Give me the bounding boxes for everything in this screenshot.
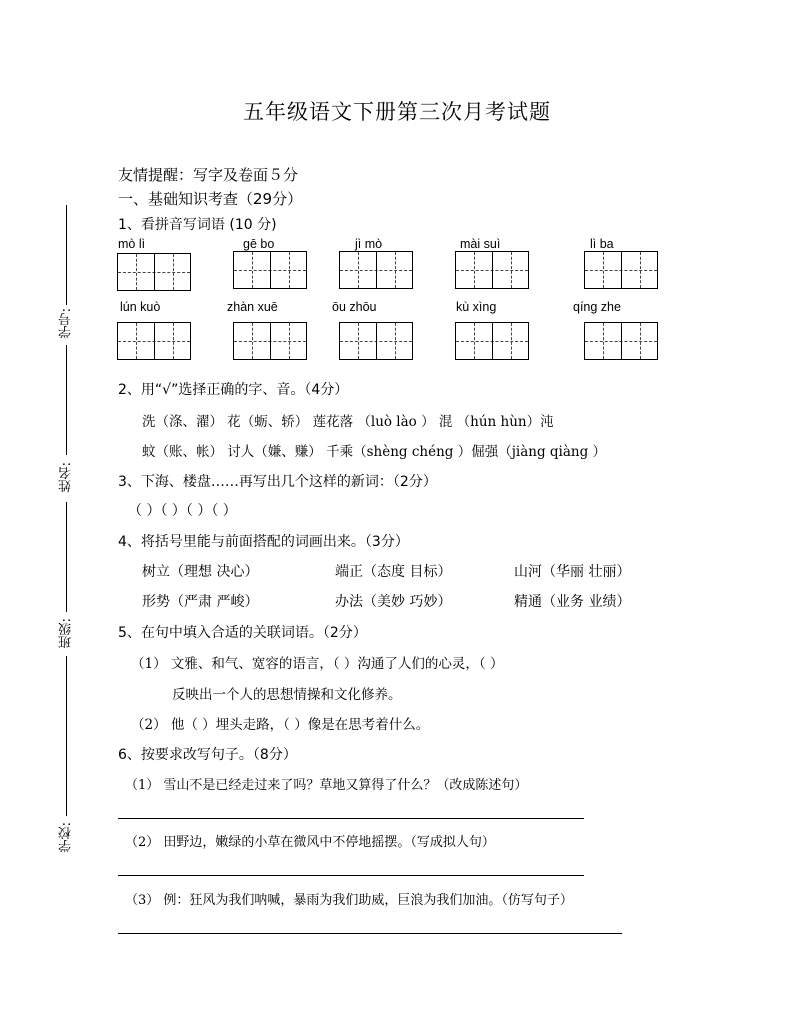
q2-line: 蚊（账、帐） 讨人（嫌、赚） 千乘（shèng chéng ）倔强（jiàng qiàng ）: [142, 444, 607, 460]
reminder-text: 友情提醒：写字及卷面５分: [118, 166, 299, 184]
margin-line: [66, 502, 67, 612]
q6-item: （2） 田野边，嫩绿的小草在微风中不停地摇摆。（写成拟人句）: [125, 835, 495, 850]
q4-heading: 4、将括号里能与前面搭配的词画出来。（3分）: [118, 534, 409, 550]
q1-heading: 1、看拼音写词语 (10 分): [118, 217, 277, 233]
pinyin-label: lì ba: [590, 237, 614, 251]
answer-line[interactable]: [118, 933, 622, 934]
pinyin-label: gē bo: [243, 237, 275, 251]
pinyin-label: mò lì: [118, 237, 146, 251]
pinyin-label: kù xìng: [456, 300, 497, 314]
pinyin-label: ōu zhōu: [332, 300, 377, 314]
writing-grid[interactable]: [233, 251, 307, 289]
pinyin-label: qíng zhe: [573, 300, 621, 314]
q4-option[interactable]: 精通（业务 业绩）: [514, 594, 631, 610]
q4-option[interactable]: 端正（态度 目标）: [335, 564, 452, 580]
margin-line: [66, 656, 67, 816]
answer-line[interactable]: [118, 818, 584, 819]
q6-heading: 6、按要求改写句子。（8分）: [118, 747, 297, 763]
q6-item: （1） 雪山不是已经走过来了吗？草地又算得了什么？（改成陈述句）: [125, 778, 528, 793]
q5-heading: 5、在句中填入合适的关联词语。（2分）: [118, 625, 367, 641]
class-label: 班级:: [59, 618, 74, 649]
q3-heading: 3、下海、楼盘……再写出几个这样的新词：（2分）: [118, 474, 437, 490]
school-label: 学校:: [59, 822, 74, 853]
pinyin-label: jì mò: [355, 237, 383, 251]
page-title: 五年级语文下册第三次月考试题: [243, 100, 551, 124]
q2-line: 洗（涤、濯） 花（蛎、轿） 莲花落 （luò lào ） 混 （hún hùn）沌: [142, 414, 554, 430]
q4-option[interactable]: 山河（华丽 壮丽）: [514, 564, 631, 580]
q2-heading: 2、用“√”选择正确的字、音。（4分）: [118, 382, 349, 398]
name-label: 姓名:: [59, 462, 74, 493]
pinyin-label: mài suì: [460, 237, 501, 251]
pinyin-label: zhàn xuē: [227, 300, 278, 314]
margin-line: [66, 205, 67, 305]
section-1-heading: 一、基础知识考查（29分）: [118, 190, 303, 208]
writing-grid[interactable]: [339, 251, 413, 289]
q6-item: （3） 例：狂风为我们呐喊，暴雨为我们助威，巨浪为我们加油。（仿写句子）: [125, 893, 573, 908]
writing-grid[interactable]: [117, 253, 191, 291]
writing-grid[interactable]: [455, 251, 529, 289]
q5-item[interactable]: （2） 他（ ）埋头走路，（ ）像是在思考着什么。: [131, 717, 430, 733]
writing-grid[interactable]: [117, 322, 191, 360]
writing-grid[interactable]: [584, 251, 658, 289]
q4-option[interactable]: 形势（严肃 严峻）: [142, 594, 259, 610]
writing-grid[interactable]: [233, 322, 307, 360]
q4-option[interactable]: 树立（理想 决心）: [142, 564, 259, 580]
q5-item[interactable]: （1） 文雅、和气、宽容的语言，（ ）沟通了人们的心灵，（ ）: [131, 656, 504, 672]
q3-blanks[interactable]: （ ）（ ）（ ）（ ）: [128, 503, 237, 519]
writing-grid[interactable]: [584, 322, 658, 360]
q4-option[interactable]: 办法（美妙 巧妙）: [335, 594, 452, 610]
writing-grid[interactable]: [455, 322, 529, 360]
writing-grid[interactable]: [339, 322, 413, 360]
answer-line[interactable]: [118, 875, 584, 876]
student-number-label: 学号:: [59, 308, 74, 339]
q5-item: 反映出一个人的思想情操和文化修养。: [172, 687, 402, 703]
margin-line: [66, 345, 67, 455]
pinyin-label: lún kuò: [120, 300, 161, 314]
